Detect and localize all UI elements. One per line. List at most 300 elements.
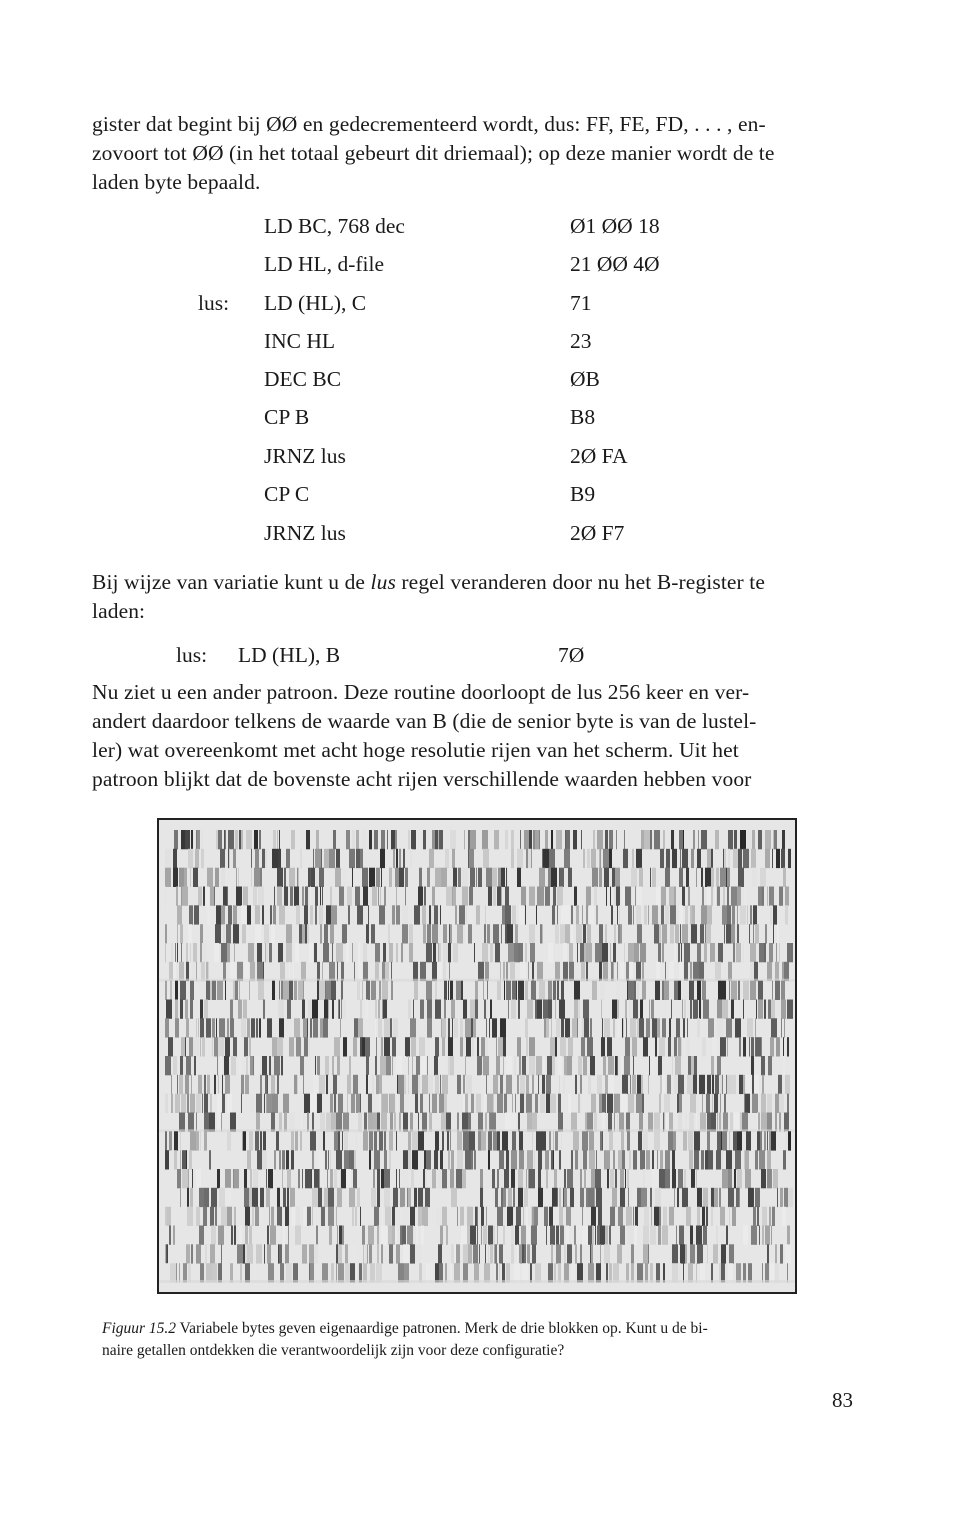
pattern-stripe [669,1018,671,1037]
pattern-stripe [746,1131,751,1150]
pattern-stripe [218,1037,224,1056]
pattern-stripe [728,830,733,849]
pattern-stripe [770,1263,774,1282]
pattern-stripe [723,849,724,868]
pattern-stripe [721,1113,722,1132]
pattern-stripe [410,1113,413,1132]
pattern-stripe [669,1113,673,1132]
pattern-stripe [634,943,639,962]
pattern-stripe [175,1094,180,1113]
pattern-stripe [578,1150,582,1169]
pattern-stripe [702,887,704,906]
pattern-stripe [222,1075,223,1094]
pattern-stripe [470,830,476,849]
pattern-stripe [202,1094,203,1113]
pattern-stripe [588,1188,594,1207]
pattern-stripe [586,887,591,906]
pattern-stripe [497,981,501,1000]
pattern-stripe [407,1226,413,1245]
pattern-stripe [711,962,715,981]
pattern-stripe [587,849,590,868]
pattern-stripe [693,962,699,981]
pattern-stripe [728,1263,733,1282]
pattern-stripe [452,887,453,906]
pattern-stripe [740,1113,742,1132]
pattern-stripe [196,1244,201,1263]
pattern-stripe [343,1037,347,1056]
pattern-stripe [737,1131,742,1150]
pattern-stripe [614,887,616,906]
pattern-stripe [555,1037,557,1056]
pattern-stripe [578,1000,580,1019]
pattern-stripe [517,1075,519,1094]
pattern-stripe [588,1169,591,1188]
pattern-stripe [679,905,683,924]
pattern-stripe [353,943,358,962]
pattern-stripe [497,1226,498,1245]
pattern-stripe [247,1150,251,1169]
pattern-stripe [432,962,437,981]
pattern-stripe [587,1037,593,1056]
pattern-stripe [450,1169,454,1188]
pattern-stripe [255,1131,259,1150]
pattern-stripe [650,1056,655,1075]
pattern-stripe [549,1207,553,1226]
pattern-stripe [379,1131,383,1150]
pattern-stripe [411,830,416,849]
pattern-stripe [242,924,246,943]
pattern-stripe [658,1056,662,1075]
pattern-stripe [453,868,457,887]
emphasis-lus: lus [370,570,396,594]
pattern-stripe [503,962,505,981]
pattern-stripe [441,868,447,887]
pattern-stripe [750,962,754,981]
pattern-stripe [702,1094,703,1113]
pattern-stripe [633,905,634,924]
pattern-stripe [782,962,784,981]
pattern-stripe [368,905,369,924]
pattern-stripe [379,1075,382,1094]
pattern-stripe [391,962,392,981]
pattern-stripe [343,1113,349,1132]
pattern-stripe [553,1150,554,1169]
pattern-stripe [654,924,659,943]
pattern-stripe [663,830,665,849]
pattern-stripe [542,924,543,943]
pattern-stripe [324,924,328,943]
pattern-stripe [381,1244,383,1263]
pattern-stripe [650,1188,652,1207]
pattern-stripe [779,887,783,906]
pattern-stripe [559,1000,565,1019]
pattern-stripe [594,887,597,906]
pattern-stripe [576,924,582,943]
pattern-stripe [252,1188,258,1207]
pattern-stripe [673,1131,676,1150]
pattern-stripe [422,1113,427,1132]
pattern-stripe [740,905,746,924]
pattern-stripe [580,1094,582,1113]
variant-hex: 7Ø [558,643,585,667]
pattern-stripe [328,1207,334,1226]
pattern-stripe [512,981,516,1000]
pattern-stripe [517,868,521,887]
pattern-stripe [618,1150,622,1169]
pattern-stripe [176,1263,177,1282]
pattern-stripe [577,1263,583,1282]
code-instruction: CP B [264,405,310,429]
pattern-stripe [212,1037,213,1056]
pattern-stripe [758,887,762,906]
pattern-stripe [493,1226,495,1245]
pattern-stripe [362,981,363,1000]
pattern-stripe [526,1094,532,1113]
pattern-stripe [654,830,660,849]
pattern-stripe [312,1113,314,1132]
pattern-stripe [165,1018,169,1037]
pattern-stripe [561,1131,562,1150]
pattern-stripe [761,1056,765,1075]
pattern-stripe [283,1188,286,1207]
pattern-stripe [613,1018,615,1037]
pattern-stripe [339,1000,340,1019]
pattern-stripe [366,924,369,943]
pattern-stripe [332,1000,334,1019]
pattern-stripe [314,943,317,962]
pattern-stripe [581,962,585,981]
pattern-stripe [711,868,714,887]
pattern-stripe [529,830,532,849]
pattern-stripe [529,1169,535,1188]
pattern-stripe [371,981,376,1000]
pattern-stripe [185,1037,186,1056]
pattern-stripe [274,1150,276,1169]
pattern-stripe [336,943,339,962]
pattern-stripe [396,1244,397,1263]
pattern-stripe [485,1244,486,1263]
pattern-stripe [233,981,235,1000]
pattern-stripe [356,1131,357,1150]
pattern-stripe [244,1169,247,1188]
pattern-stripe [472,1037,474,1056]
pattern-stripe [507,1207,513,1226]
pattern-stripe [755,924,759,943]
pattern-stripe [538,1188,543,1207]
pattern-stripe [486,1207,487,1226]
pattern-stripe [217,1056,218,1075]
pattern-stripe [492,1263,493,1282]
pattern-stripe [301,1113,302,1132]
pattern-stripe [279,1113,282,1132]
pattern-stripe [190,943,191,962]
pattern-stripe [441,1056,445,1075]
pattern-stripe [383,943,386,962]
pattern-stripe [668,1037,671,1056]
pattern-stripe [429,849,434,868]
pattern-stripe [175,1000,178,1019]
pattern-stripe [545,887,550,906]
pattern-stripe [699,962,704,981]
pattern-stripe [264,924,269,943]
pattern-stripe [705,1150,708,1169]
pattern-stripe [440,1226,443,1245]
pattern-stripe [338,1244,342,1263]
pattern-stripe [569,962,574,981]
pattern-stripe [236,887,242,906]
pattern-stripe [273,905,276,924]
pattern-stripe [536,1131,540,1150]
pattern-stripe [442,1075,448,1094]
pattern-stripe [518,1113,520,1132]
pattern-stripe [446,887,452,906]
pattern-stripe [173,1226,175,1245]
pattern-stripe [416,1226,418,1245]
pattern-stripe [398,1263,404,1282]
pattern-stripe [583,1150,587,1169]
pattern-stripe [314,1244,318,1263]
pattern-stripe [601,1000,602,1019]
pattern-stripe [359,1263,362,1282]
pattern-stripe [595,1226,596,1245]
pattern-stripe [369,830,372,849]
pattern-stripe [674,943,676,962]
pattern-stripe [360,1207,361,1226]
pattern-stripe [622,1188,625,1207]
pattern-stripe [785,905,788,924]
pattern-stripe [716,868,719,887]
pattern-stripe [392,905,395,924]
pattern-stripe [389,1150,391,1169]
pattern-stripe [201,962,205,981]
pattern-stripe [775,1113,777,1132]
pattern-stripe [474,943,475,962]
pattern-stripe [610,1207,615,1226]
pattern-stripe [483,981,484,1000]
pattern-stripe [400,1188,405,1207]
pattern-stripe [775,1244,777,1263]
pattern-stripe [734,830,737,849]
pattern-stripe [426,943,432,962]
pattern-stripe [432,924,438,943]
pattern-stripe [459,905,465,924]
pattern-stripe [593,830,595,849]
pattern-stripe [446,1226,448,1245]
pattern-stripe [567,1244,572,1263]
pattern-stripe [564,1188,567,1207]
pattern-stripe [439,943,441,962]
pattern-stripe [438,1169,441,1188]
pattern-stripe [360,1000,362,1019]
pattern-stripe [784,1018,785,1037]
pattern-stripe [764,943,766,962]
pattern-stripe [189,1037,193,1056]
pattern-stripe [322,962,323,981]
pattern-stripe [221,1244,222,1263]
pattern-stripe [222,1094,225,1113]
pattern-stripe [190,1000,193,1019]
pattern-stripe [722,1075,723,1094]
pattern-stripe [752,868,757,887]
pattern-stripe [410,849,412,868]
pattern-stripe [471,1226,476,1245]
pattern-stripe [374,830,378,849]
pattern-stripe [651,1207,652,1226]
pattern-stripe [661,887,666,906]
pattern-stripe [563,943,567,962]
pattern-stripe [714,1188,718,1207]
pattern-stripe [306,830,310,849]
pattern-stripe [393,849,395,868]
pattern-stripe [377,1188,380,1207]
pattern-stripe [427,1018,432,1037]
pattern-stripe [324,1188,328,1207]
pattern-stripe [719,1188,721,1207]
pattern-stripe [519,1131,523,1150]
pattern-stripe [274,887,275,906]
pattern-stripe [250,1056,253,1075]
pattern-stripe [486,1018,487,1037]
pattern-stripe [660,849,664,868]
code-hex: ØB [570,367,600,391]
pattern-stripe [316,1226,318,1245]
pattern-stripe [279,981,280,1000]
pattern-stripe [186,1150,187,1169]
pattern-stripe [531,981,536,1000]
pattern-stripe [422,905,426,924]
figure-caption [102,1318,862,1362]
pattern-stripe [188,849,193,868]
pattern-stripe [279,905,285,924]
pattern-stripe [721,1244,726,1263]
pattern-stripe [602,1018,603,1037]
pattern-stripe [242,1131,243,1150]
pattern-stripe [370,1263,375,1282]
pattern-stripe [166,1244,167,1263]
pattern-stripe [659,1207,661,1226]
pattern-stripe [166,1000,172,1019]
pattern-stripe [492,1018,497,1037]
pattern-stripe [769,1131,771,1150]
pattern-stripe [165,849,171,868]
pattern-stripe [408,1150,411,1169]
pattern-stripe [405,1037,410,1056]
pattern-stripe [498,1037,503,1056]
pattern-stripe [326,981,331,1000]
pattern-stripe [506,1075,512,1094]
pattern-stripe [293,1263,298,1282]
pattern-stripe [457,1113,459,1132]
pattern-stripe [363,943,367,962]
pattern-stripe [775,1094,779,1113]
pattern-stripe [563,962,568,981]
pattern-stripe [513,1188,515,1207]
pattern-stripe [463,1131,469,1150]
pattern-stripe [609,830,613,849]
pattern-stripe [438,1244,442,1263]
pattern-stripe [356,1094,360,1113]
pattern-stripe [239,830,241,849]
pattern-stripe [201,830,203,849]
pattern-stripe [691,924,697,943]
pattern-stripe [210,887,214,906]
pattern-stripe [385,962,389,981]
pattern-stripe [294,1018,300,1037]
pattern-stripe [278,849,281,868]
pattern-stripe [368,1226,374,1245]
pattern-stripe [467,1207,473,1226]
pattern-stripe [350,1263,355,1282]
pattern-stripe [425,1188,430,1207]
pattern-stripe [221,905,225,924]
pattern-stripe [625,887,631,906]
pattern-stripe [468,849,469,868]
pattern-stripe [591,1244,593,1263]
pattern-stripe [685,1113,687,1132]
pattern-stripe [471,1150,473,1169]
pattern-stripe [238,1000,242,1019]
pattern-stripe [268,1169,273,1188]
pattern-stripe [519,1150,524,1169]
pattern-stripe [188,1263,191,1282]
pattern-stripe [287,1169,291,1188]
pattern-stripe [244,943,245,962]
pattern-stripe [277,830,278,849]
pattern-stripe [782,830,785,849]
pattern-stripe [665,905,669,924]
pattern-stripe [576,1226,581,1245]
pattern-stripe [317,1056,320,1075]
pattern-stripe [360,849,363,868]
pattern-stripe [182,1169,188,1188]
pattern-stripe [573,830,577,849]
pattern-stripe [743,849,749,868]
pattern-stripe [761,1037,762,1056]
pattern-stripe [744,1094,745,1113]
pattern-stripe [529,924,535,943]
pattern-stripe [381,868,382,887]
pattern-stripe [595,943,599,962]
pattern-stripe [309,1226,314,1245]
pattern-stripe [765,849,770,868]
pattern-stripe [646,1018,650,1037]
pattern-stripe [191,1244,193,1263]
pattern-stripe [605,924,607,943]
pattern-stripe [440,1075,441,1094]
pattern-stripe [552,905,555,924]
pattern-stripe [669,1226,675,1245]
pattern-stripe [212,1018,215,1037]
pattern-stripe [371,1188,376,1207]
pattern-stripe [549,849,555,868]
pattern-stripe [747,830,752,849]
pattern-stripe [392,1056,393,1075]
pattern-stripe [197,830,200,849]
pattern-stripe [337,1056,340,1075]
pattern-stripe [482,830,488,849]
pattern-stripe [264,1244,265,1263]
pattern-stripe [604,1244,610,1263]
pattern-stripe [660,1150,663,1169]
pattern-stripe [180,981,186,1000]
pattern-stripe [310,868,311,887]
pattern-stripe [240,1263,242,1282]
pattern-stripe [376,1263,382,1282]
pattern-stripe [432,887,435,906]
pattern-stripe [767,1169,772,1188]
pattern-stripe [537,887,540,906]
pattern-stripe [289,868,295,887]
